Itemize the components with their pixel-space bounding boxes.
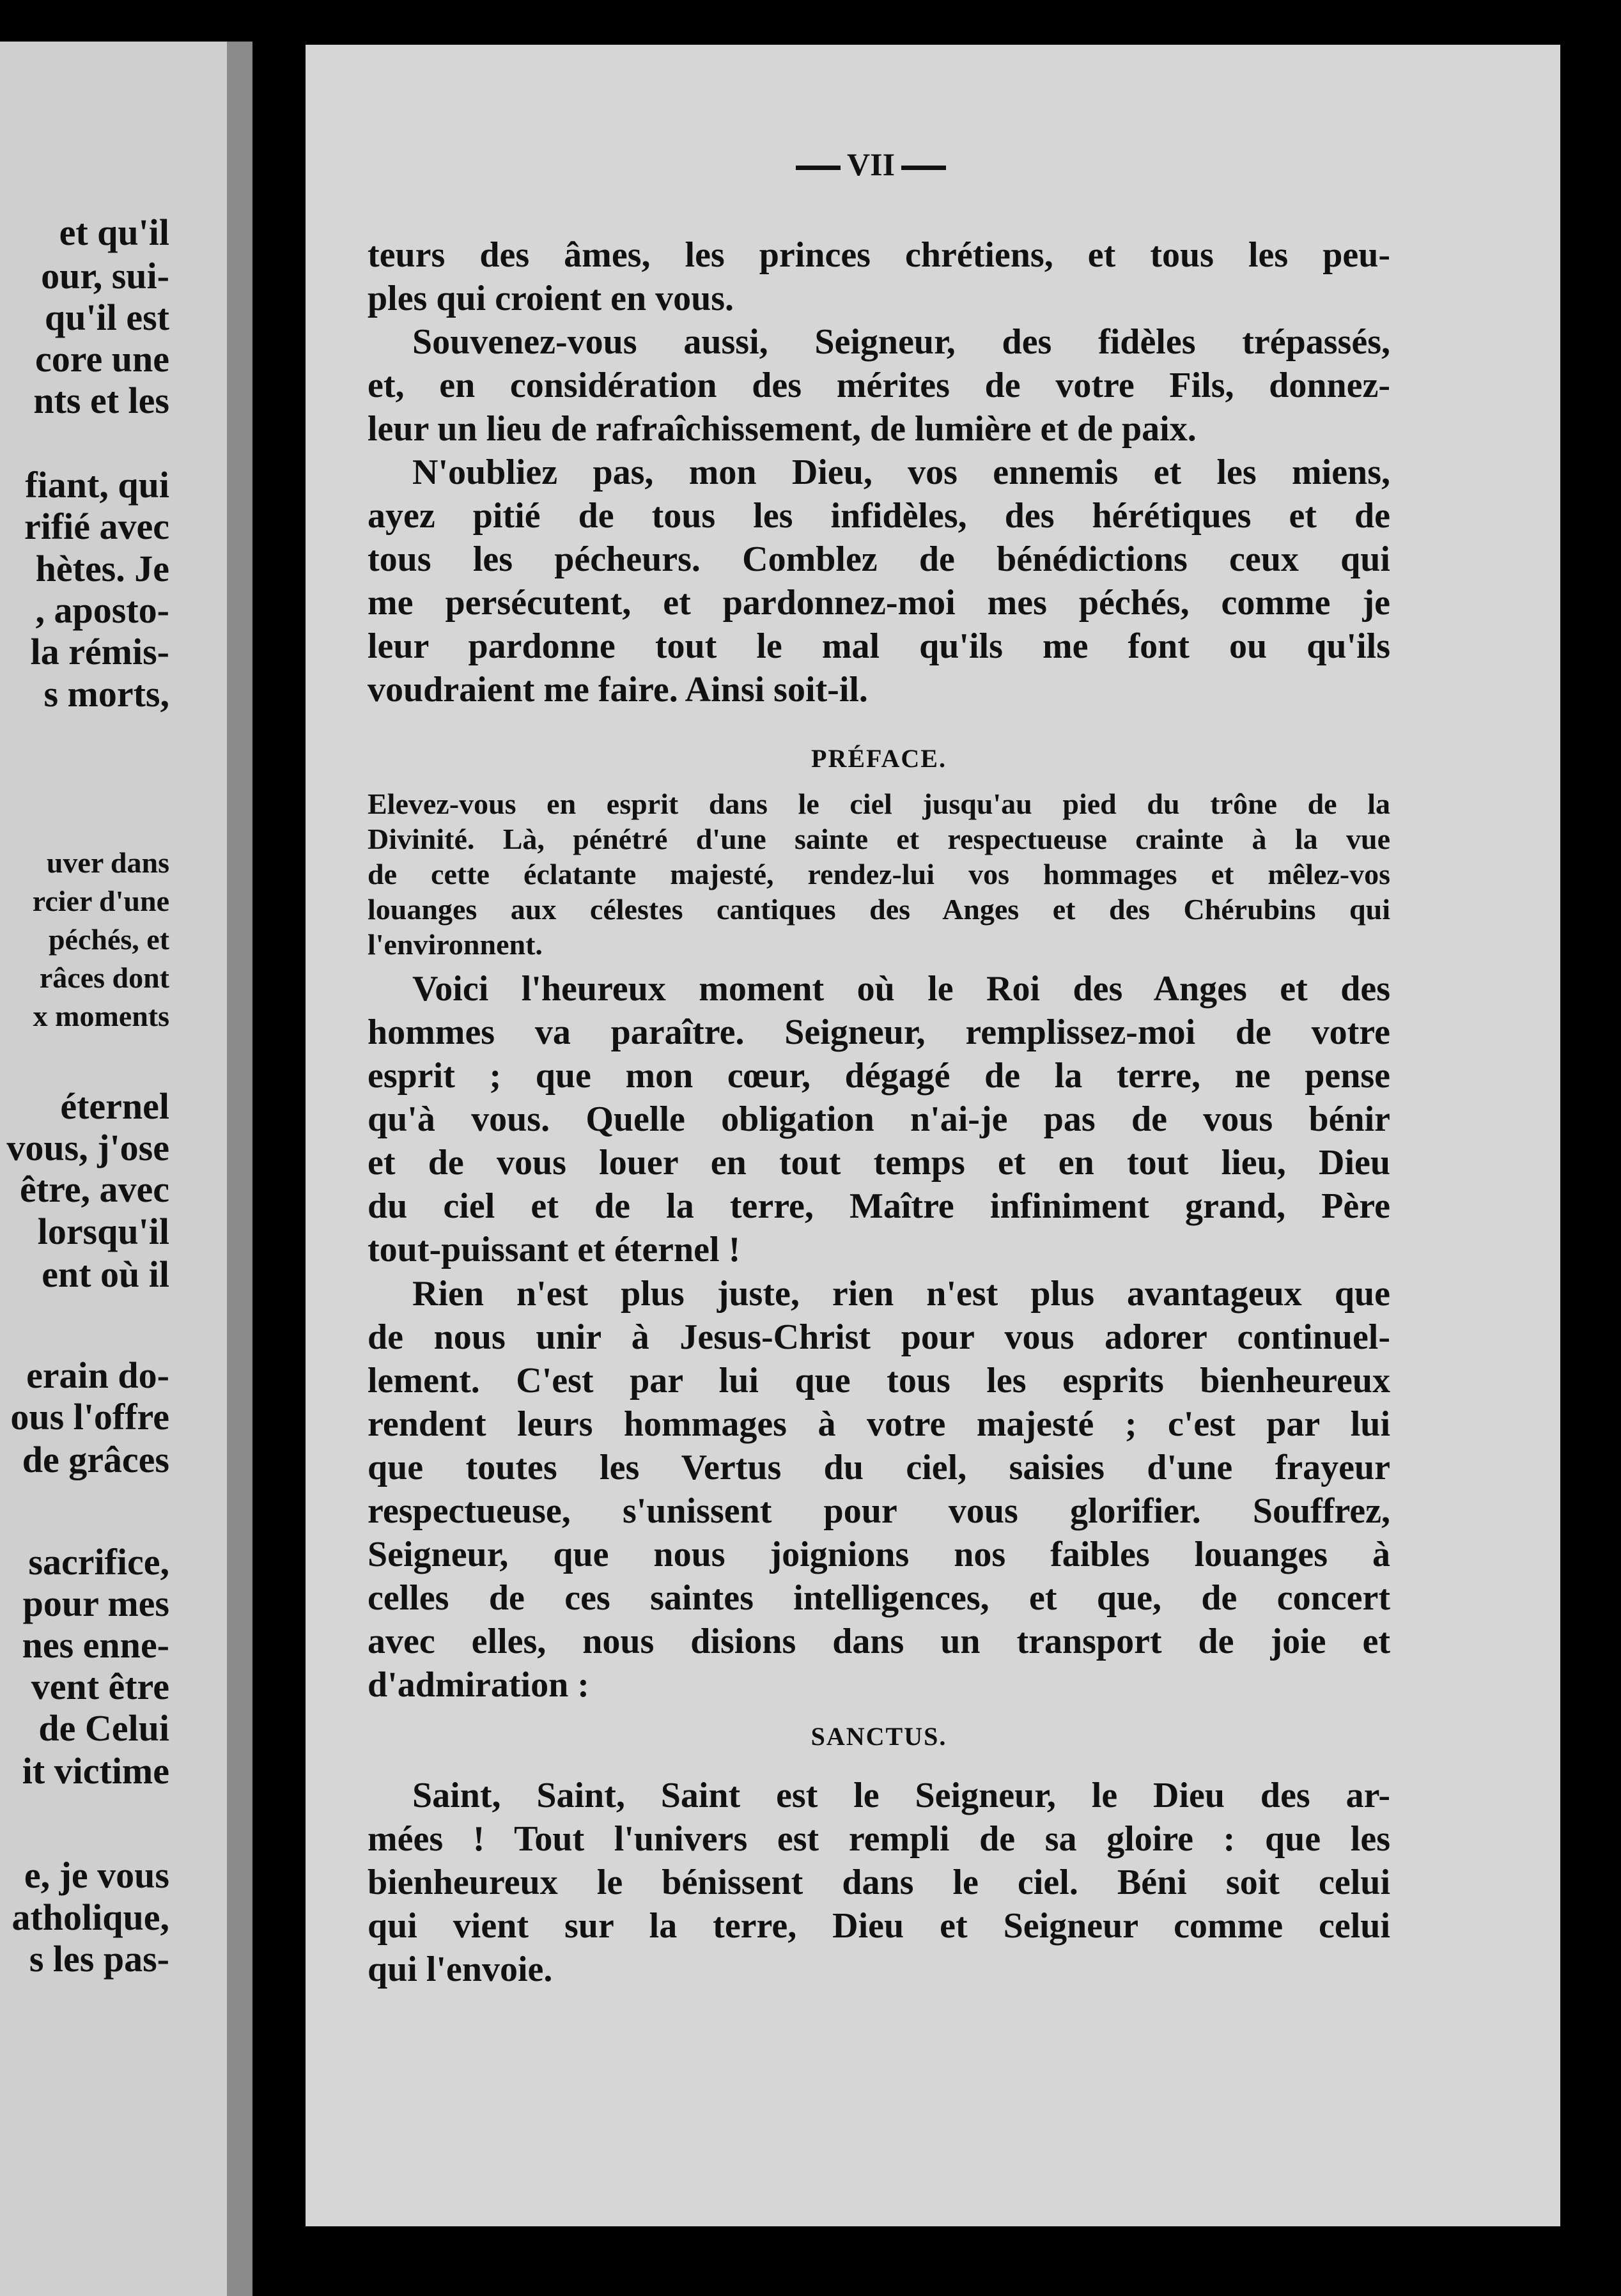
text-line: bienheureux le bénissent dans le ciel. Béni soit celui [368, 1863, 1390, 1902]
prayer-intro [368, 233, 1390, 320]
left-page-line: et qu'il [59, 212, 169, 253]
left-page-line: nts et les [33, 380, 169, 421]
left-page-line: sacrifice, [28, 1541, 169, 1583]
left-page-line: vous, j'ose [6, 1127, 169, 1168]
text-line: Rien n'est plus juste, rien n'est plus avantageux que [412, 1274, 1390, 1314]
left-page-line: râces dont [39, 961, 169, 994]
left-page-line: de grâces [22, 1439, 169, 1480]
text-line: Saint, Saint, Saint est le Seigneur, le Dieu des ar- [412, 1776, 1390, 1815]
left-page-line: e, je vous [24, 1854, 169, 1896]
left-page-line: vent être [31, 1666, 169, 1707]
prayer-for-the-dead [368, 320, 1390, 451]
preface-paragraph-1 [368, 967, 1390, 1271]
left-page-line: qu'il est [45, 297, 169, 338]
left-page-line: core une [35, 338, 169, 380]
text-line: tout-puissant et éternel ! [368, 1230, 741, 1269]
text-line: qui vient sur la terre, Dieu et Seigneur comme celui [368, 1906, 1390, 1946]
page-number [789, 146, 952, 183]
sanctus-heading: SANCTUS. [810, 1722, 947, 1751]
left-page-line: ent où il [42, 1253, 169, 1295]
left-page-line: pour mes [22, 1583, 169, 1624]
left-page-line: rifié avec [24, 506, 169, 547]
text-line: de cette éclatante majesté, rendez-lui vos hommages et mêlez-vos [368, 858, 1390, 890]
left-page-line: our, sui- [41, 255, 169, 297]
text-line: teurs des âmes, les princes chrétiens, et tous les peu- [368, 235, 1390, 275]
page-number-dash-right [901, 166, 946, 170]
left-page-line: fiant, qui [25, 464, 169, 506]
text-line: mées ! Tout l'univers est rempli de sa gloire : que les [368, 1819, 1390, 1859]
text-line: qu'à vous. Quelle obligation n'ai-je pas de vous bénir [368, 1099, 1390, 1139]
text-line: hommes va paraître. Seigneur, remplissez-moi de votre [368, 1012, 1390, 1052]
page-fold-shadow [227, 42, 252, 2296]
left-page-line: uver dans [46, 846, 169, 879]
preface-rubric [368, 786, 1390, 962]
preface-heading: PRÉFACE. [811, 744, 947, 773]
text-line: me persécutent, et pardonnez-moi mes péchés, comme je [368, 583, 1390, 623]
text-line: voudraient me faire. Ainsi soit-il. [368, 670, 868, 710]
text-line: que toutes les Vertus du ciel, saisies d'une frayeur [368, 1448, 1390, 1487]
left-page [0, 42, 252, 2296]
left-page-line: it victime [22, 1750, 169, 1792]
text-line: Voici l'heureux moment où le Roi des Anges et des [412, 969, 1390, 1009]
left-page-line: erain do- [26, 1354, 169, 1396]
text-line: celles de ces saintes intelligences, et que, de concert [368, 1578, 1390, 1618]
text-line: Divinité. Là, pénétré d'une sainte et respectueuse crainte à la vue [368, 823, 1390, 855]
text-line: leur pardonne tout le mal qu'ils me font ou qu'ils [368, 626, 1390, 666]
text-line: respectueuse, s'unissent pour vous glorifier. Souffrez, [368, 1491, 1390, 1531]
text-line: leur un lieu de rafraîchissement, de lumière et de paix. [368, 409, 1197, 449]
text-line: avec elles, nous disions dans un transport de joie et [368, 1622, 1390, 1661]
text-line: qui l'envoie. [368, 1950, 553, 1989]
text-line: louanges aux célestes cantiques des Anges et des Chérubins qui [368, 893, 1390, 926]
left-page-line: la rémis- [30, 631, 169, 672]
text-line: Seigneur, que nous joignions nos faibles louanges à [368, 1535, 1390, 1574]
left-page-line: de Celui [38, 1707, 169, 1749]
text-line: lement. C'est par lui que tous les esprits bienheureux [368, 1361, 1390, 1400]
left-page-line: lorsqu'il [37, 1211, 169, 1252]
text-line: de nous unir à Jesus-Christ pour vous adorer continuel- [368, 1317, 1390, 1357]
text-line: tous les pécheurs. Comblez de bénédictions ceux qui [368, 539, 1390, 579]
text-line: N'oubliez pas, mon Dieu, vos ennemis et les miens, [412, 453, 1390, 492]
text-line: du ciel et de la terre, Maître infiniment grand, Père [368, 1186, 1390, 1226]
left-page-line: atholique, [12, 1897, 169, 1938]
text-line: et, en considération des mérites de votre Fils, donnez- [368, 366, 1390, 405]
left-page-line: , aposto- [35, 589, 169, 631]
text-line: Elevez-vous en esprit dans le ciel jusqu'au pied du trône de la [368, 787, 1390, 820]
prayer-for-enemies [368, 451, 1390, 711]
text-line: ples qui croient en vous. [368, 279, 734, 318]
left-page-line: hètes. Je [35, 548, 169, 589]
left-page-line: s morts, [43, 673, 169, 715]
text-line: rendent leurs hommages à votre majesté ; c'est par lui [368, 1404, 1390, 1444]
preface-paragraph-2 [368, 1272, 1390, 1707]
left-page-line: ous l'offre [10, 1396, 169, 1438]
left-page-line: péchés, et [48, 923, 169, 956]
sanctus-text [368, 1774, 1390, 1991]
left-page-line: s les pas- [29, 1938, 169, 1980]
text-line: esprit ; que mon cœur, dégagé de la terre, ne pense [368, 1056, 1390, 1096]
left-page-line: rcier d'une [32, 885, 169, 917]
page-number-dash-left [796, 166, 841, 170]
text-line: et de vous louer en tout temps et en tout lieu, Dieu [368, 1143, 1390, 1183]
text-line: l'environnent. [368, 928, 543, 961]
left-page-line: être, avec [20, 1168, 169, 1210]
page-number-label: VII [847, 146, 896, 182]
left-page-line: éternel [60, 1085, 169, 1127]
text-line: d'admiration : [368, 1665, 589, 1705]
text-line: Souvenez-vous aussi, Seigneur, des fidèles trépassés, [412, 322, 1390, 362]
text-line: ayez pitié de tous les infidèles, des hérétiques et de [368, 496, 1390, 536]
left-page-line: nes enne- [22, 1624, 169, 1666]
left-page-line: x moments [33, 1000, 169, 1032]
